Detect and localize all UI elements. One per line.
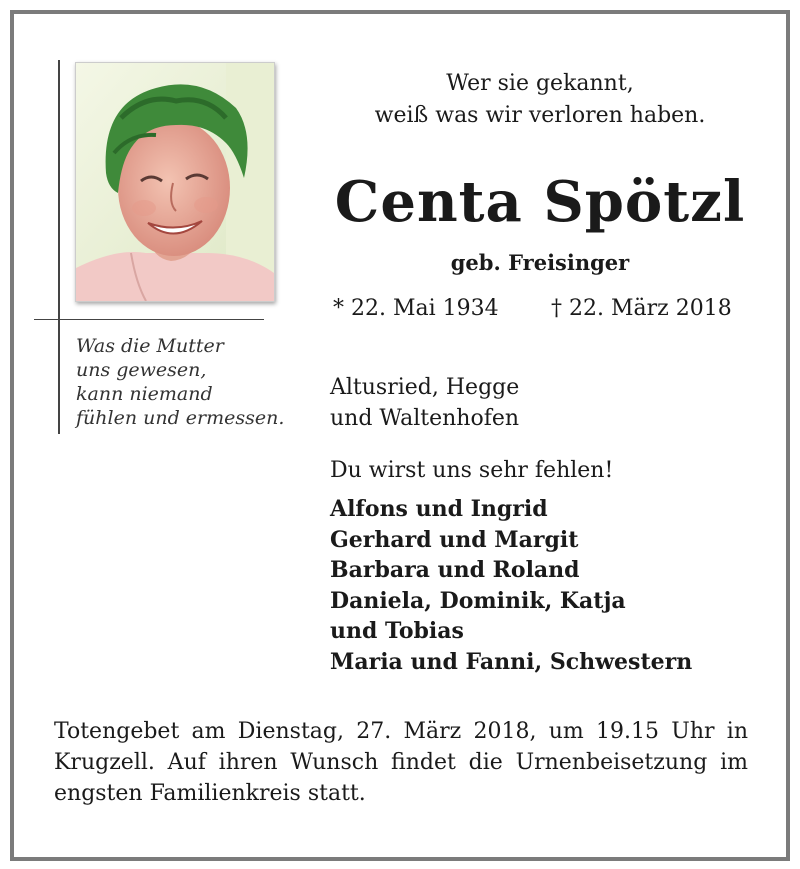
- place-line: und Waltenhofen: [330, 406, 520, 431]
- farewell-line: Du wirst uns sehr fehlen!: [330, 458, 614, 483]
- place: [330, 372, 519, 434]
- deceased-name: Centa Spötzl: [334, 169, 746, 235]
- funeral-notice-line: engsten Familienkreis statt.: [54, 781, 366, 806]
- birth-name: geb. Freisinger: [450, 250, 630, 275]
- motto-line: weiß was wir verloren haben.: [374, 103, 706, 128]
- mourner-entry: Daniela, Dominik, Katja: [330, 587, 626, 614]
- vertical-divider: [58, 60, 60, 434]
- mourners-list: [330, 494, 692, 677]
- motto-line: Wer sie gekannt,: [446, 71, 634, 96]
- funeral-notice-line: Krugzell. Auf ihren Wunsch findet die Urnenbeisetzung im: [54, 750, 748, 775]
- mourner-entry: Barbara und Roland: [330, 557, 580, 583]
- side-quote-line: uns gewesen,: [76, 359, 207, 381]
- portrait-illustration: [76, 63, 274, 301]
- mourner-entry: Gerhard und Margit: [330, 526, 579, 553]
- portrait-photo: [75, 62, 275, 302]
- side-quote-line: kann niemand: [76, 383, 213, 405]
- funeral-notice: [54, 716, 748, 809]
- horizontal-divider: [34, 319, 264, 320]
- death-date: † 22. März 2018: [551, 296, 732, 321]
- mourner-entry: und Tobias: [330, 618, 464, 644]
- motto: [330, 68, 750, 132]
- side-quote-line: fühlen und ermessen.: [76, 407, 285, 429]
- side-quote: [76, 334, 306, 430]
- funeral-notice-line: Totengebet am Dienstag, 27. März 2018, um 19.15 Uhr in: [54, 719, 748, 744]
- birth-date: * 22. Mai 1934: [333, 296, 499, 321]
- place-line: Altusried, Hegge: [330, 375, 520, 400]
- mourner-entry: Alfons und Ingrid: [330, 496, 548, 522]
- mourner-entry: Maria und Fanni, Schwestern: [330, 648, 693, 675]
- side-quote-line: Was die Mutter: [76, 335, 224, 357]
